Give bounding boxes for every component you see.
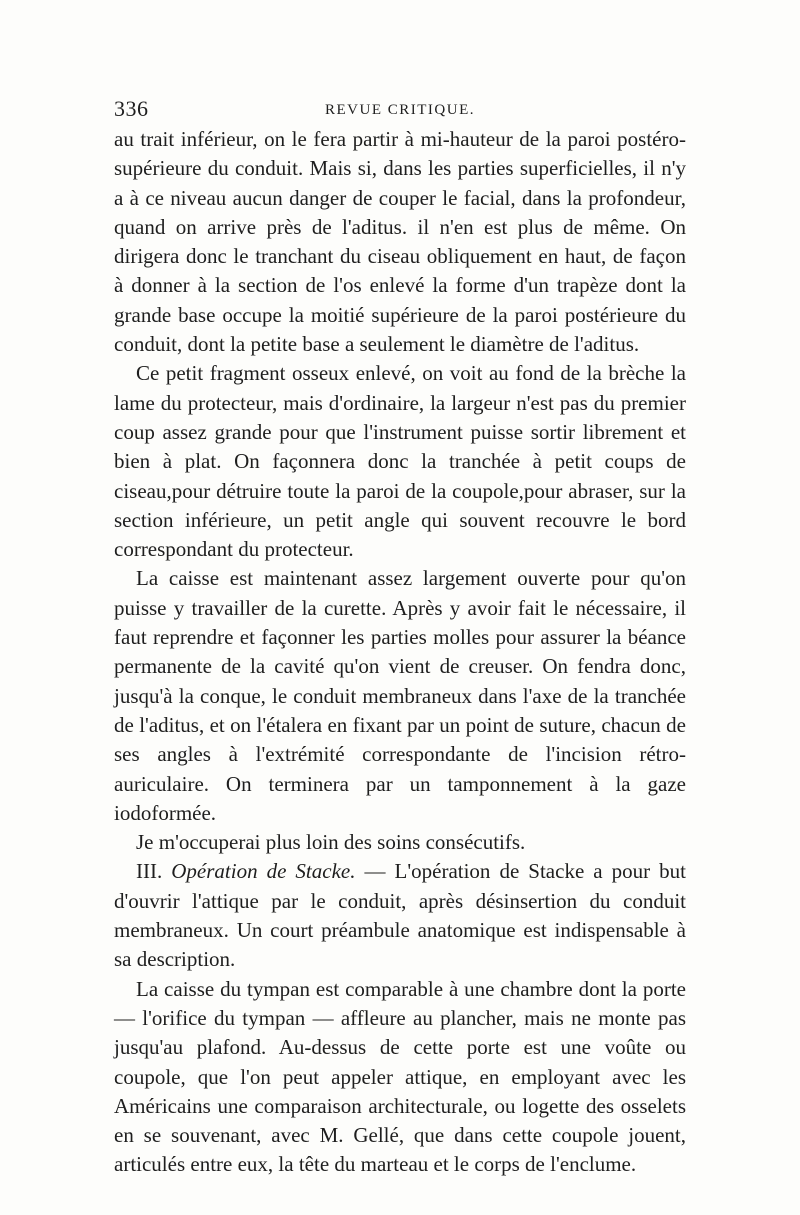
paragraph: La caisse est maintenant assez largement ouverte pour qu'on puisse y travailler de la curette. Après y avoir fait le nécessaire, il faut reprendre et façonner les parties molles pour assurer la béance permanente de la cavité qu'on vient de creuser. On fendra donc, jusqu'à la conque, le conduit membraneux dans l'axe de la tranchée de l'aditus, et on l'étalera en fixant par un point de suture, chacun de ses angles à l'extrémité correspondante de l'incision rétro-auriculaire. On terminera par un tamponnement à la gaze iodoformée. [114, 566, 686, 825]
section-number: III. [136, 859, 172, 884]
section-title: Opération de Stacke. [171, 859, 356, 884]
paragraph: au trait inférieur, on le fera partir à mi-hauteur de la paroi postéro-supérieure du conduit. Mais si, dans les parties superficielles, il n'y a à ce niveau aucun danger de couper le facial, dans la profondeur, quand on arrive près de l'aditus. il n'en est plus de même. On dirigera donc le tranchant du ciseau obliquement en haut, de façon à donner à la section de l'os enlevé la forme d'un trapèze dont la grande base occupe la moitié supérieure de la paroi postérieure du conduit, dont la petite base a seulement le diamètre de l'aditus. [114, 127, 686, 357]
paragraph-section-heading [114, 857, 686, 974]
section-text: — L'opération de Stacke a pour but d'ouvrir l'attique par le conduit, après désinsertion du conduit membraneux. Un court préambule anatomique est indispensable à sa description. [114, 859, 686, 972]
page-number: 336 [114, 96, 149, 121]
paragraph: Ce petit fragment osseux enlevé, on voit au fond de la brèche la lame du protecteur, mais d'ordinaire, la largeur n'est pas du premier coup assez grande pour que l'instrument puisse sortir librement et bien à plat. On façonnera donc la tranchée à petit coups de ciseau,pour détruire toute la paroi de la coupole,pour abraser, sur la section inférieure, un petit angle qui souvent recouvre le bord correspondant du protecteur. [114, 361, 686, 562]
body-text [114, 125, 686, 1180]
running-title: REVUE CRITIQUE. [325, 102, 475, 118]
paragraph: Je m'occuperai plus loin des soins consécutifs. [136, 830, 526, 855]
page-header [114, 96, 686, 126]
paragraph: La caisse du tympan est comparable à une chambre dont la porte — l'orifice du tympan — affleure au plancher, mais ne monte pas jusqu'au plafond. Au-dessus de cette porte est une voûte ou coupole, que l'on peut appeler attique, en employant avec les Américains une comparaison architecturale, ou logette des osselets en se souvenant, avec M. Gellé, que dans cette coupole jouent, articulés entre eux, la tête du marteau et le corps de l'enclume. [114, 976, 686, 1177]
